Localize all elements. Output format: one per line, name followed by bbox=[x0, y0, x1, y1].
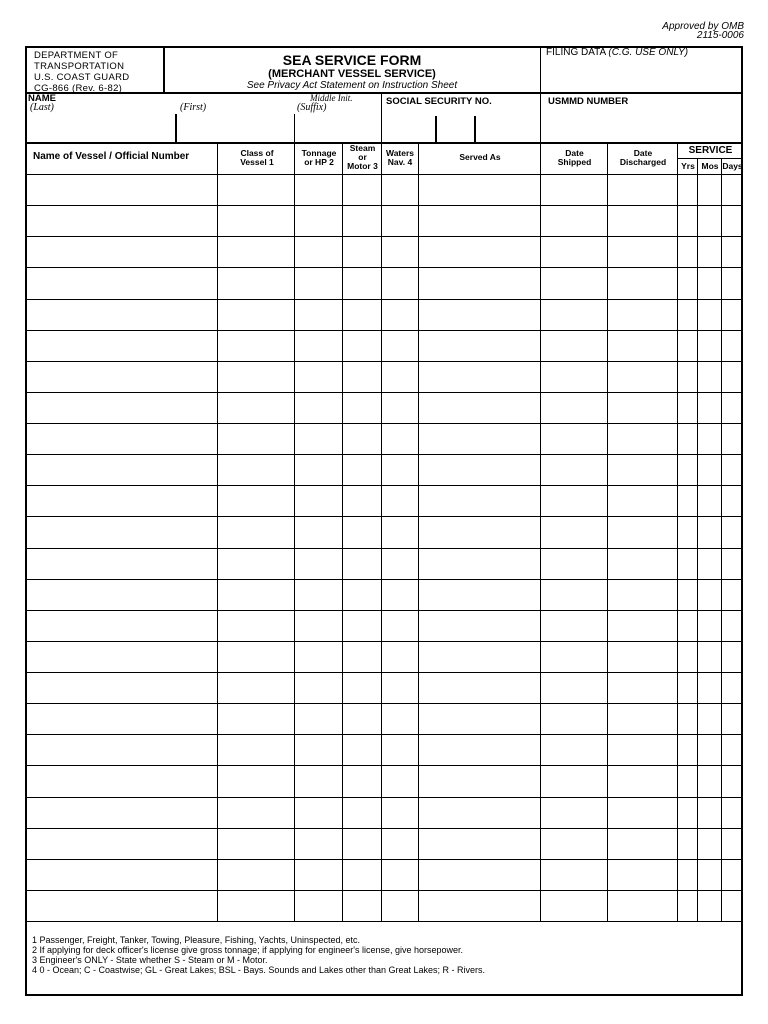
divider bbox=[540, 48, 541, 142]
usmmd-field[interactable] bbox=[543, 110, 741, 140]
col-shipped-header bbox=[541, 149, 608, 167]
agency-line2: TRANSPORTATION bbox=[34, 61, 125, 72]
table-row-separator bbox=[27, 859, 743, 860]
col-days-header: Days bbox=[722, 161, 743, 171]
table-row-separator bbox=[27, 765, 743, 766]
form-title-block bbox=[165, 52, 539, 91]
footnote-3: 3 Engineer's ONLY - State whether S - Steam or M - Motor. bbox=[32, 955, 268, 965]
last-name-hint: (Last) bbox=[30, 102, 54, 113]
omb-approval bbox=[662, 22, 744, 40]
table-row-separator bbox=[27, 267, 743, 268]
divider bbox=[540, 92, 743, 94]
table-row-separator bbox=[27, 672, 743, 673]
table-row-separator bbox=[27, 703, 743, 704]
table-row-separator bbox=[27, 236, 743, 237]
col-vessel-header: Name of Vessel / Official Number bbox=[33, 151, 190, 162]
col-discharged-line2: Discharged bbox=[619, 157, 667, 167]
table-row-separator bbox=[27, 797, 743, 798]
table-row-separator bbox=[27, 299, 743, 300]
footnote-1: 1 Passenger, Freight, Tanker, Towing, Pleasure, Fishing, Yachts, Uninspected, etc. bbox=[32, 935, 361, 945]
col-tonnage-line2: or HP 2 bbox=[304, 157, 334, 167]
filing-data-note: (C.G. USE ONLY) bbox=[608, 47, 689, 58]
col-steam-line2: or bbox=[358, 152, 367, 162]
table-row-separator bbox=[27, 392, 743, 393]
divider bbox=[474, 116, 476, 142]
omb-number: 2115-0006 bbox=[696, 30, 744, 41]
table-row-separator bbox=[27, 516, 743, 517]
form-title: SEA SERVICE FORM bbox=[282, 52, 422, 68]
omb-approval-line1: Approved by OMB bbox=[662, 21, 744, 32]
filing-data-label bbox=[546, 47, 688, 58]
ssn-label: SOCIAL SECURITY NO. bbox=[386, 96, 492, 107]
col-tonnage-line1: Tonnage bbox=[301, 148, 337, 158]
col-waters-line1: Waters bbox=[385, 148, 415, 158]
table-row-separator bbox=[27, 548, 743, 549]
service-entries-table[interactable] bbox=[27, 174, 743, 921]
col-steam-line1: Steam bbox=[349, 143, 376, 153]
form-subtitle: (MERCHANT VESSEL SERVICE) bbox=[268, 68, 436, 80]
table-row-separator bbox=[27, 734, 743, 735]
footnote-2: 2 If applying for deck officer's license give gross tonnage; if applying for engineer's license, give horsepower. bbox=[32, 945, 464, 955]
divider bbox=[678, 158, 743, 159]
agency-line3: U.S. COAST GUARD bbox=[34, 72, 130, 83]
footnotes bbox=[32, 935, 485, 975]
col-class-line2: Vessel 1 bbox=[240, 157, 274, 167]
middle-initial-hint: Middle Init. bbox=[310, 93, 353, 103]
table-row-separator bbox=[27, 890, 743, 891]
col-shipped-line2: Shipped bbox=[557, 157, 592, 167]
col-yrs-header: Yrs bbox=[681, 161, 695, 171]
name-field[interactable] bbox=[29, 112, 379, 140]
col-shipped-line1: Date bbox=[565, 148, 584, 158]
col-mos-header: Mos bbox=[701, 161, 719, 171]
suffix-hint: (Suffix) bbox=[297, 102, 327, 113]
col-steam-line3: Motor 3 bbox=[347, 161, 378, 171]
table-row-separator bbox=[27, 485, 743, 486]
footnote-4: 4 0 - Ocean; C - Coastwise; GL - Great Lakes; BSL - Bays. Sounds and Lakes other than Great Lakes; R - Rivers. bbox=[32, 965, 486, 975]
form-number: CG-866 (Rev. 6-82) bbox=[34, 83, 123, 94]
table-row-separator bbox=[27, 423, 743, 424]
name-label: NAME bbox=[28, 93, 56, 104]
table-row-separator bbox=[27, 454, 743, 455]
divider bbox=[381, 92, 382, 142]
table-row-separator bbox=[27, 828, 743, 829]
table-row-separator bbox=[27, 330, 743, 331]
col-served-header: Served As bbox=[459, 152, 501, 162]
divider bbox=[27, 92, 540, 94]
col-discharged-line1: Date bbox=[633, 148, 653, 158]
col-service-header: SERVICE bbox=[688, 145, 733, 156]
col-steam-header bbox=[343, 144, 382, 171]
divider bbox=[175, 114, 177, 142]
agency-line1: DEPARTMENT OF bbox=[34, 50, 119, 61]
divider bbox=[294, 114, 295, 142]
divider bbox=[435, 116, 437, 142]
divider bbox=[27, 921, 743, 922]
table-row-separator bbox=[27, 641, 743, 642]
col-waters-line2: Nav. 4 bbox=[387, 157, 413, 167]
col-discharged-header bbox=[608, 149, 678, 167]
sea-service-form bbox=[25, 46, 743, 996]
filing-data-title: FILING DATA bbox=[546, 47, 606, 58]
agency-block bbox=[34, 50, 129, 94]
table-row-separator bbox=[27, 610, 743, 611]
col-class-line1: Class of bbox=[240, 148, 274, 158]
table-row-separator bbox=[27, 205, 743, 206]
table-row-separator bbox=[27, 361, 743, 362]
privacy-note: See Privacy Act Statement on Instruction Sheet bbox=[246, 80, 458, 91]
col-waters-header bbox=[381, 149, 419, 167]
table-row-separator bbox=[27, 579, 743, 580]
col-class-header bbox=[218, 149, 296, 167]
col-tonnage-header bbox=[295, 149, 343, 167]
divider bbox=[27, 142, 743, 144]
first-name-hint: (First) bbox=[180, 102, 207, 113]
usmmd-label: USMMD NUMBER bbox=[548, 96, 629, 107]
ssn-field[interactable] bbox=[383, 110, 538, 140]
